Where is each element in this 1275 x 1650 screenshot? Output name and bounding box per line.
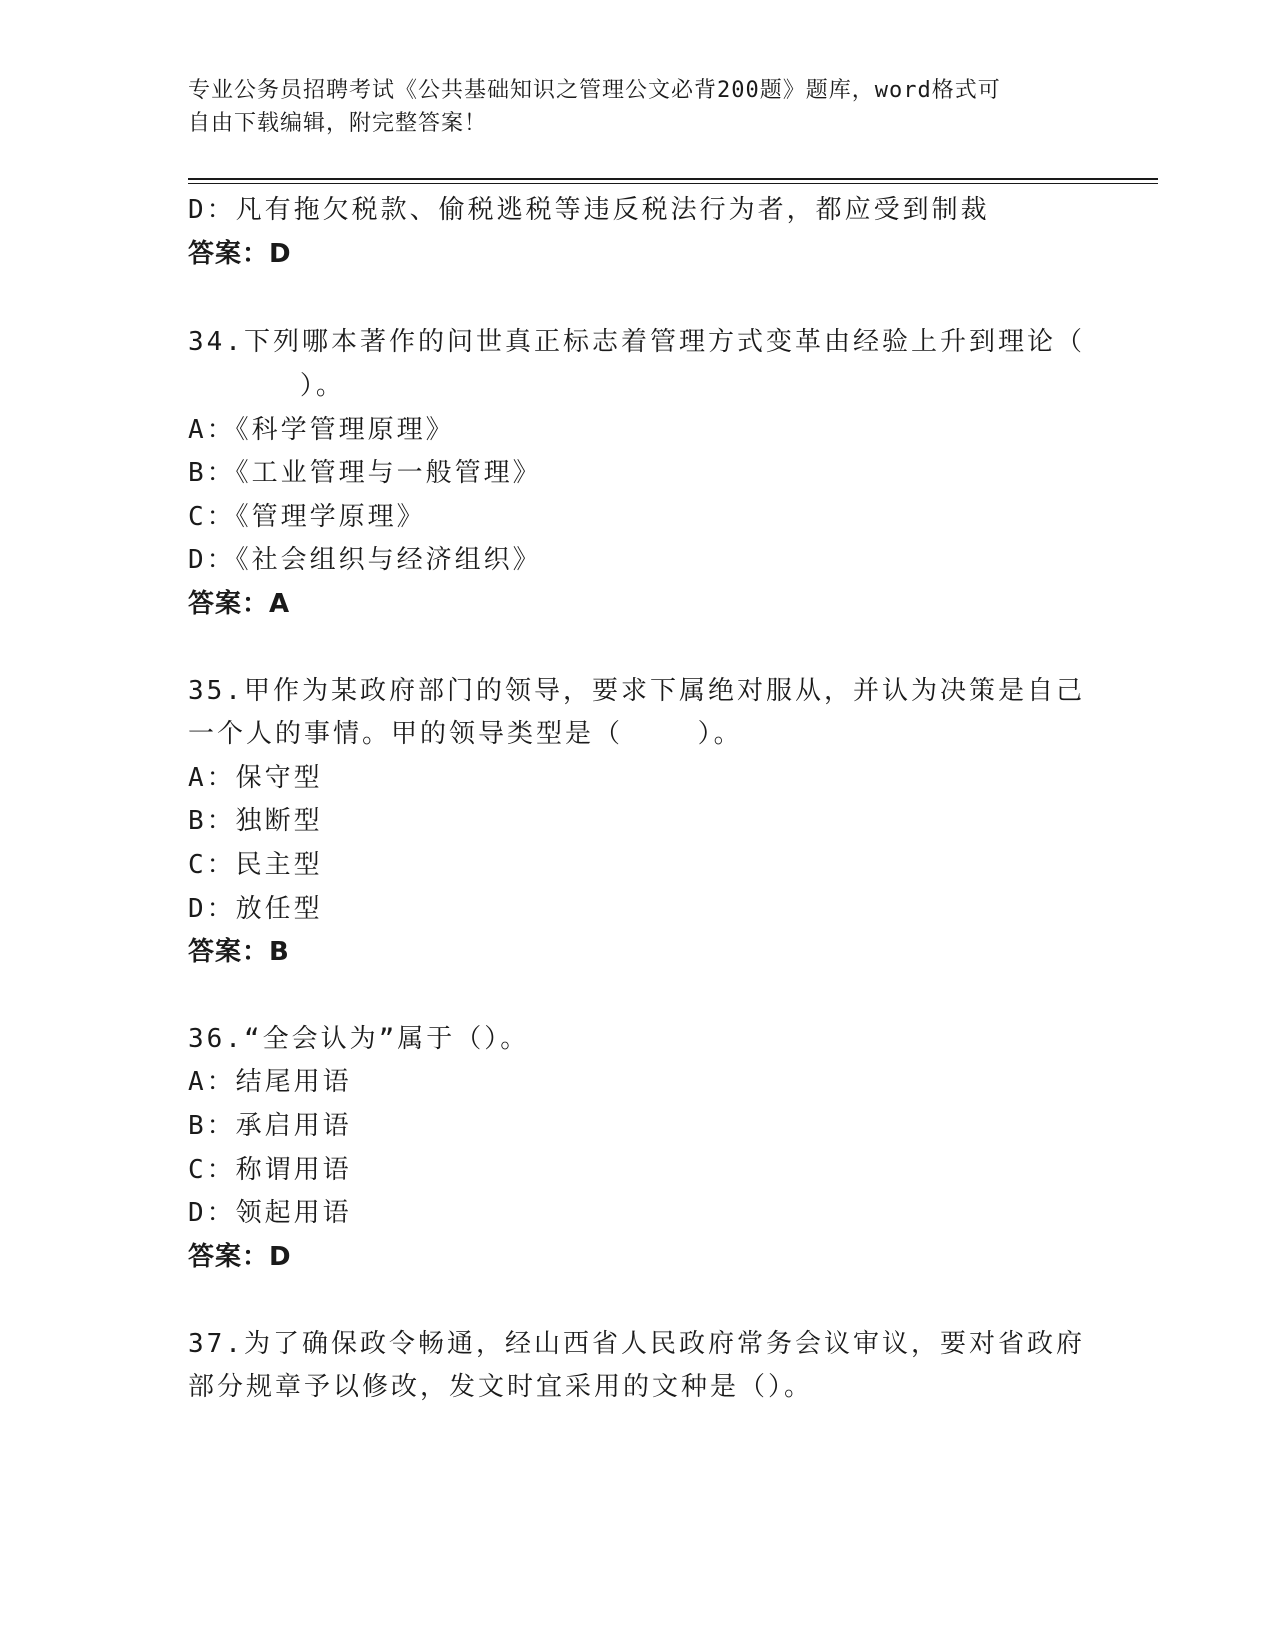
question-35-answer: 答案：B — [188, 937, 290, 967]
question-35-option-c: C：民主型 — [188, 850, 323, 880]
question-34-option-a: A：《科学管理原理》 — [188, 415, 455, 445]
question-35-text-cont: 一个人的事情。甲的领导类型是（ ）。 — [188, 719, 743, 749]
question-36-option-b: B：承启用语 — [188, 1111, 352, 1141]
question-34-option-c: C：《管理学原理》 — [188, 502, 426, 532]
question-35-option-d: D：放任型 — [188, 894, 323, 924]
question-36-text: 36.“全会认为”属于（）。 — [188, 1024, 530, 1054]
question-35-option-b: B：独断型 — [188, 806, 323, 836]
header-rule-thick — [188, 178, 1158, 180]
question-36-answer: 答案：D — [188, 1242, 292, 1272]
answer: 答案：D — [188, 239, 292, 269]
question-35-text: 35.甲作为某政府部门的领导，要求下属绝对服从，并认为决策是自己 — [188, 676, 1085, 706]
question-35-option-a: A：保守型 — [188, 763, 323, 793]
header-line-1: 专业公务员招聘考试《公共基础知识之管理公文必背200题》题库，word格式可 — [188, 78, 1001, 103]
question-36-option-a: A：结尾用语 — [188, 1067, 352, 1097]
question-34-option-d: D：《社会组织与经济组织》 — [188, 545, 542, 575]
question-34-answer: 答案：A — [188, 589, 291, 619]
question-34-text: 34.下列哪本著作的问世真正标志着管理方式变革由经验上升到理论（ — [188, 327, 1085, 357]
question-36-option-d: D：领起用语 — [188, 1198, 352, 1228]
header-rule-thin — [188, 183, 1158, 184]
option-d: D：凡有拖欠税款、偷税逃税等违反税法行为者，都应受到制裁 — [188, 195, 990, 225]
page-header — [188, 74, 1088, 140]
question-34-text-cont: ）。 — [188, 371, 345, 401]
question-36-option-c: C：称谓用语 — [188, 1155, 352, 1185]
question-34-option-b: B：《工业管理与一般管理》 — [188, 458, 542, 488]
question-37-text: 37.为了确保政令畅通，经山西省人民政府常务会议审议，要对省政府 — [188, 1329, 1085, 1359]
header-line-2: 自由下载编辑，附完整答案！ — [188, 111, 488, 136]
question-37-text-cont: 部分规章予以修改，发文时宜采用的文种是（）。 — [188, 1372, 814, 1402]
